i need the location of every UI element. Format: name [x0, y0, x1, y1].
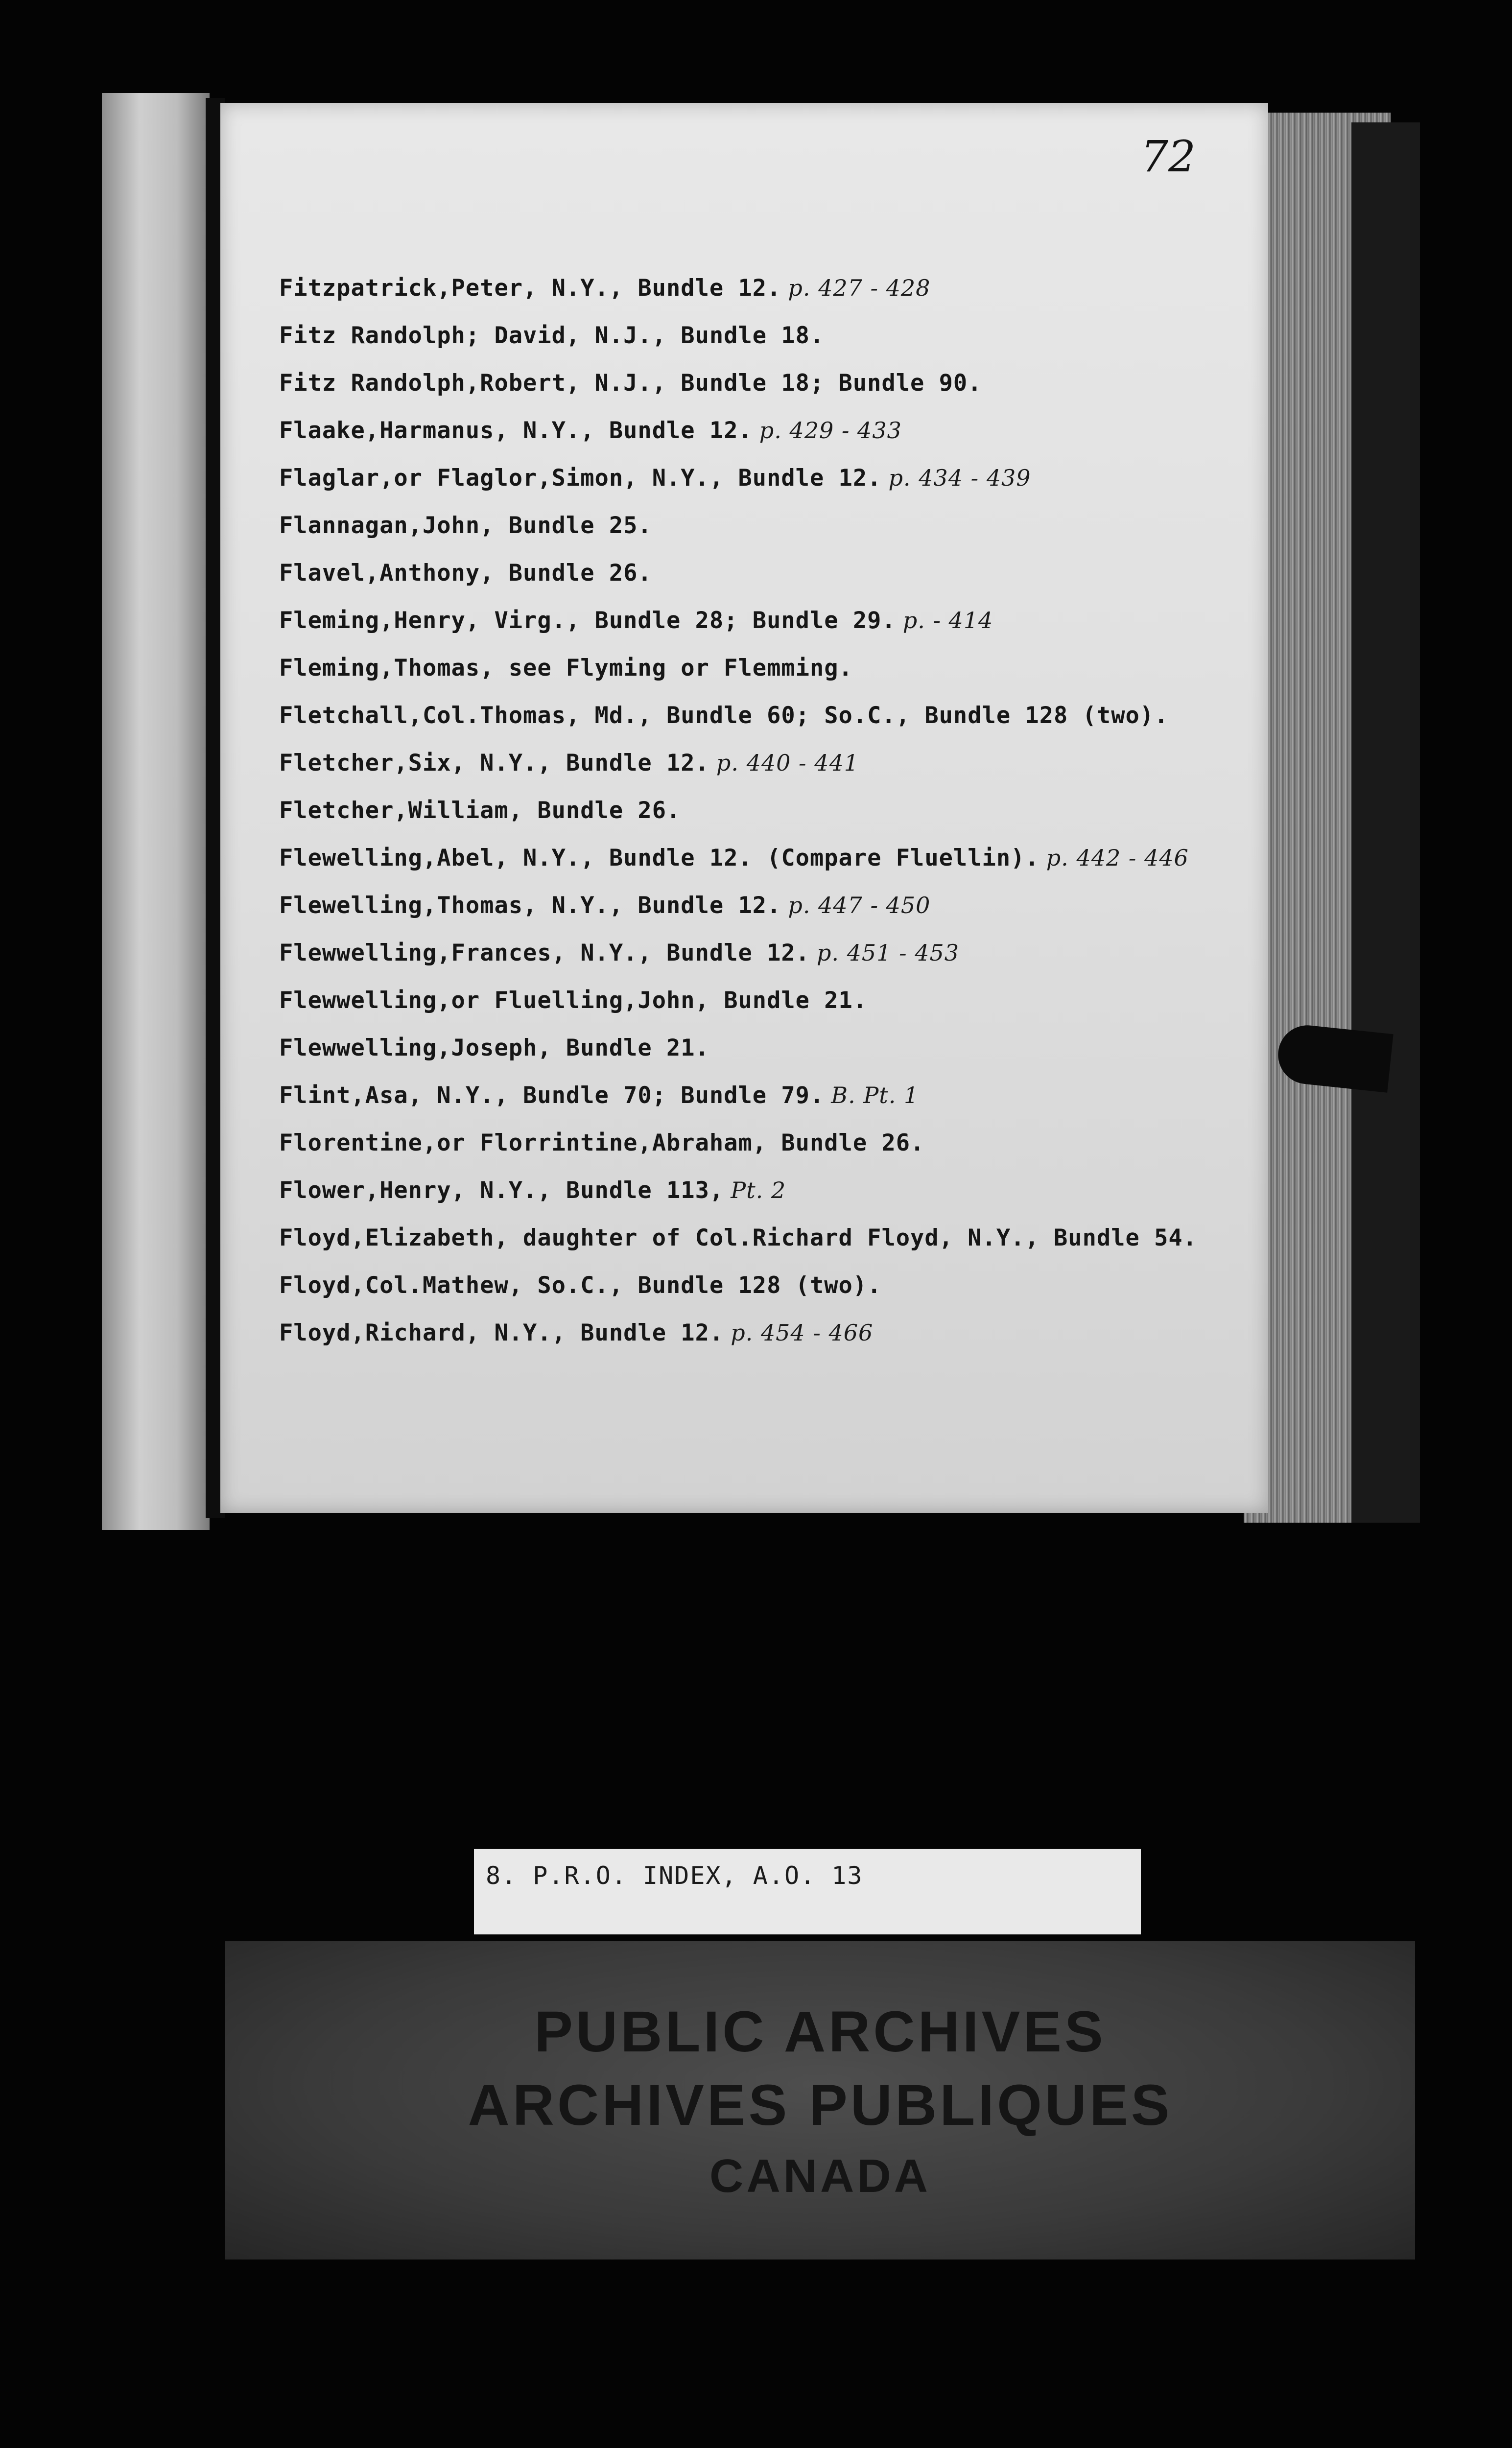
index-entry: Floyd,Elizabeth, daughter of Col.Richard Floyd, N.Y., Bundle 54. — [279, 1224, 1197, 1251]
index-entry: Flewelling,Thomas, N.Y., Bundle 12. p. 447 - 450 — [279, 892, 931, 919]
handwritten-note: Pt. 2 — [731, 1177, 786, 1203]
facing-page-edge — [102, 93, 210, 1530]
index-entry: Florentine,or Florrintine,Abraham, Bundle 26. — [279, 1130, 925, 1156]
handwritten-note: p. 440 - 441 — [716, 750, 859, 776]
index-entry: Fitz Randolph,Robert, N.J., Bundle 18; Bundle 90. — [279, 370, 982, 397]
index-entry: Flavel,Anthony, Bundle 26. — [279, 560, 652, 587]
stamp-line-2: ARCHIVES PUBLIQUES — [468, 2073, 1173, 2138]
handwritten-note: p. 454 - 466 — [731, 1319, 874, 1346]
index-entry: Fleming,Thomas, see Flyming or Flemming. — [279, 655, 853, 682]
index-entry: Fitzpatrick,Peter, N.Y., Bundle 12. p. 427 - 428 — [279, 275, 931, 302]
handwritten-note: p. 447 - 450 — [788, 892, 931, 918]
handwritten-note: p. 427 - 428 — [788, 275, 931, 301]
index-entry: Floyd,Richard, N.Y., Bundle 12. p. 454 - 466 — [279, 1319, 874, 1346]
index-entries — [279, 264, 1249, 1357]
stamp-line-1: PUBLIC ARCHIVES — [534, 2000, 1106, 2064]
index-entry: Flewelling,Abel, N.Y., Bundle 12. (Compare Fluellin). p. 442 - 446 — [279, 845, 1189, 871]
index-entry: Flewwelling,Joseph, Bundle 21. — [279, 1035, 709, 1061]
handwritten-note: p. - 414 — [902, 607, 993, 634]
reel-label — [474, 1849, 1141, 1934]
index-entry: Flower,Henry, N.Y., Bundle 113, Pt. 2 — [279, 1177, 786, 1204]
index-entry: Flannagan,John, Bundle 25. — [279, 512, 652, 539]
index-entry: Flint,Asa, N.Y., Bundle 70; Bundle 79. B. Pt. 1 — [279, 1082, 919, 1109]
handwritten-note: p. 451 - 453 — [816, 940, 960, 966]
handwritten-note: p. 429 - 433 — [759, 417, 902, 444]
index-entry: Flaglar,or Flaglor,Simon, N.Y., Bundle 12. p. 434 - 439 — [279, 465, 1031, 492]
page-number: 72 — [1141, 131, 1196, 182]
handwritten-note: B. Pt. 1 — [831, 1082, 919, 1108]
index-entry: Fleming,Henry, Virg., Bundle 28; Bundle 29. p. - 414 — [279, 607, 993, 634]
index-entry: Flaake,Harmanus, N.Y., Bundle 12. p. 429 - 433 — [279, 417, 902, 444]
index-entry: Fitz Randolph; David, N.J., Bundle 18. — [279, 322, 825, 349]
index-entry: Fletcher,William, Bundle 26. — [279, 797, 681, 824]
index-entry: Fletcher,Six, N.Y., Bundle 12. p. 440 - 441 — [279, 750, 859, 777]
book-page-edges-shadow — [1351, 122, 1420, 1523]
index-entry: Fletchall,Col.Thomas, Md., Bundle 60; So.C., Bundle 128 (two). — [279, 702, 1169, 729]
index-entry: Flewwelling,or Fluelling,John, Bundle 21. — [279, 987, 868, 1014]
stamp-line-3: CANADA — [709, 2150, 931, 2202]
index-entry: Floyd,Col.Mathew, So.C., Bundle 128 (two). — [279, 1272, 882, 1299]
handwritten-note: p. 434 - 439 — [888, 465, 1031, 491]
reel-label-text: 8. P.R.O. INDEX, A.O. 13 — [486, 1861, 863, 1890]
index-entry: Flewwelling,Frances, N.Y., Bundle 12. p. 451 - 453 — [279, 940, 960, 966]
handwritten-note: p. 442 - 446 — [1046, 845, 1189, 871]
archives-stamp — [225, 1941, 1415, 2260]
